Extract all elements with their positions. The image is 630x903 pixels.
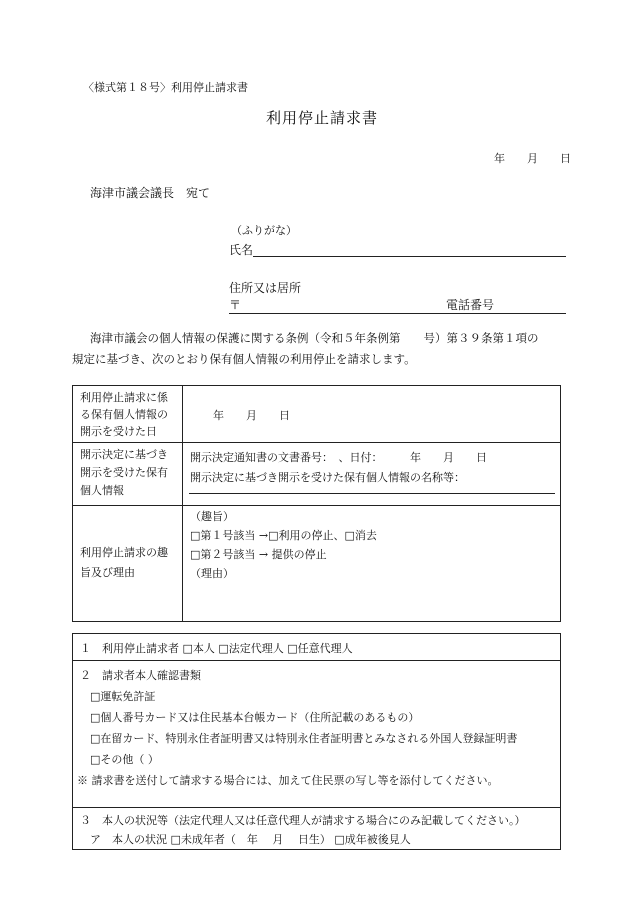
principal-status-title: ３ 本人の状況等（法定代理人又は任意代理人が請求する場合にのみ記載してください。） <box>80 814 526 827</box>
notice-number-line: 開示決定通知書の文書番号： 、日付： 年 月 日 <box>190 451 487 464</box>
page-title: 利用停止請求書 <box>266 109 379 127</box>
principal-status-line[interactable]: ア 本人の状況 □未成年者（ 年 月 日生） □成年被後見人 <box>90 833 411 846</box>
section-requester-type <box>73 634 561 661</box>
requester-table <box>72 633 561 850</box>
disclosure-date-value: 年 月 日 <box>213 409 290 422</box>
request-table <box>72 385 561 622</box>
label-disclosed-info: 開示決定に基づき 開示を受けた保有 個人情報 <box>73 443 183 506</box>
mailing-note: ※ 請求書を送付して請求する場合には、加えて住民票の写し等を添付してください。 <box>77 774 499 787</box>
label-disclosure-date: 利用停止請求に係 る保有個人情報の 開示を受けた日 <box>73 386 183 443</box>
addressee: 海津市議会議長 宛て <box>90 186 211 200</box>
table-row-disclosed-info <box>73 443 561 506</box>
option-item-2[interactable]: □第２号該当 → 提供の停止 <box>190 548 327 561</box>
disclosure-date-cell[interactable] <box>183 386 561 443</box>
id-doc-other[interactable]: □その他（ ） <box>90 753 159 766</box>
section-id-documents <box>73 661 561 808</box>
id-doc-residence-card[interactable]: □在留カード、特別永住者証明書又は特別永住者証明書とみなされる外国人登録証明書 <box>90 732 518 745</box>
purpose-label: （趣旨） <box>190 510 234 523</box>
requester-type-line[interactable]: １ 利用停止請求者 □本人 □法定代理人 □任意代理人 <box>80 642 353 655</box>
furigana-label: （ふりがな） <box>231 224 297 237</box>
label-purpose-reason: 利用停止請求の趣 旨及び理由 <box>73 506 183 622</box>
table-row-disclosure-date <box>73 386 561 443</box>
disclosed-info-underline <box>189 493 555 494</box>
postal-mark: 〒 <box>229 298 242 312</box>
section-principal-status <box>73 808 561 850</box>
intro-line-1: 海津市議会の個人情報の保護に関する条例（令和５年条例第 号）第３９条第１項の <box>90 331 539 345</box>
id-documents-title: ２ 請求者本人確認書類 <box>80 669 201 682</box>
name-field[interactable] <box>253 256 566 257</box>
option-item-1[interactable]: □第１号該当 →□利用の停止、□消去 <box>190 529 377 542</box>
reason-label: （理由） <box>190 567 234 580</box>
address-field[interactable] <box>229 313 566 314</box>
name-label: 氏名 <box>229 243 254 257</box>
table-row-purpose-reason <box>73 506 561 622</box>
intro-paragraph <box>72 328 572 370</box>
intro-line-2: 規定に基づき、次のとおり保有個人情報の利用停止を請求します。 <box>72 352 416 366</box>
date-line: 年 月 日 <box>494 152 571 165</box>
form-number: 〈様式第１８号〉利用停止請求書 <box>83 81 248 94</box>
disclosed-info-name-line: 開示決定に基づき開示を受けた保有個人情報の名称等： <box>190 471 465 484</box>
id-doc-my-number-card[interactable]: □個人番号カード又は住民基本台帳カード（住所記載のあるもの） <box>90 711 420 724</box>
id-doc-drivers-license[interactable]: □運転免許証 <box>90 690 156 703</box>
phone-label: 電話番号 <box>446 298 495 312</box>
purpose-reason-cell[interactable] <box>183 506 561 622</box>
address-label: 住所又は居所 <box>229 281 302 295</box>
disclosed-info-cell[interactable] <box>183 443 561 506</box>
